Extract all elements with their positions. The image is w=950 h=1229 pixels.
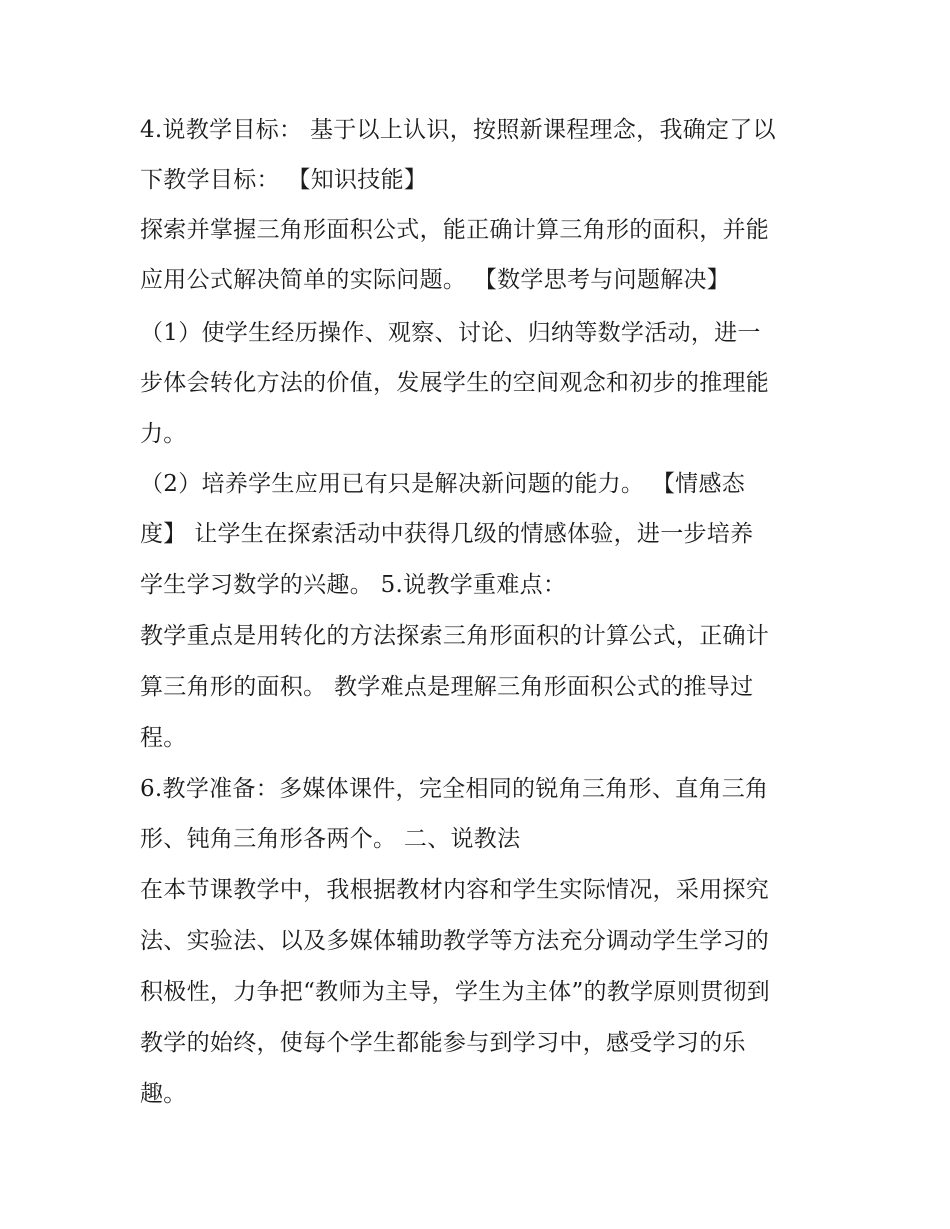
text-line: 法、实验法、以及多媒体辅助教学等方法充分调动学生学习的	[140, 928, 770, 954]
text-line: 学生学习数学的兴趣。 5.说教学重难点：	[140, 572, 567, 598]
text-line: 步体会转化方法的价值，发展学生的空间观念和初步的推理能	[140, 370, 770, 396]
text-line: 教学重点是用转化的方法探索三角形面积的计算公式，正确计	[140, 623, 770, 649]
text-line: 6.教学准备：多媒体课件，完全相同的锐角三角形、直角三角	[140, 776, 769, 802]
text-line: 4.说教学目标： 基于以上认识，按照新课程理念，我确定了以	[140, 117, 776, 143]
text-line: 力。	[140, 421, 187, 447]
text-line: 下教学目标： 【知识技能】	[140, 167, 428, 193]
text-line: 度】 让学生在探索活动中获得几级的情感体验，进一步培养	[140, 521, 754, 547]
text-line: （2）培养学生应用已有只是解决新问题的能力。 【情感态	[140, 471, 746, 497]
text-line: 教学的始终，使每个学生都能参与到学习中，感受学习的乐	[140, 1030, 746, 1056]
text-line: 程。	[140, 725, 187, 751]
text-line: （1）使学生经历操作、观察、讨论、归纳等数学活动，进一	[140, 320, 761, 346]
text-line: 积极性，力争把“教师为主导，学生为主体”的教学原则贯彻到	[140, 979, 770, 1005]
text-line: 在本节课教学中，我根据教材内容和学生实际情况，采用探究	[140, 877, 770, 903]
text-line: 算三角形的面积。 教学难点是理解三角形面积公式的推导过	[140, 674, 754, 700]
text-line: 探索并掌握三角形面积公式，能正确计算三角形的面积，并能	[140, 217, 770, 243]
text-line: 趣。	[140, 1081, 187, 1107]
text-line: 形、钝角三角形各两个。 二、说教法	[140, 826, 521, 852]
text-line: 应用公式解决简单的实际问题。 【数学思考与问题解决】	[140, 267, 731, 293]
